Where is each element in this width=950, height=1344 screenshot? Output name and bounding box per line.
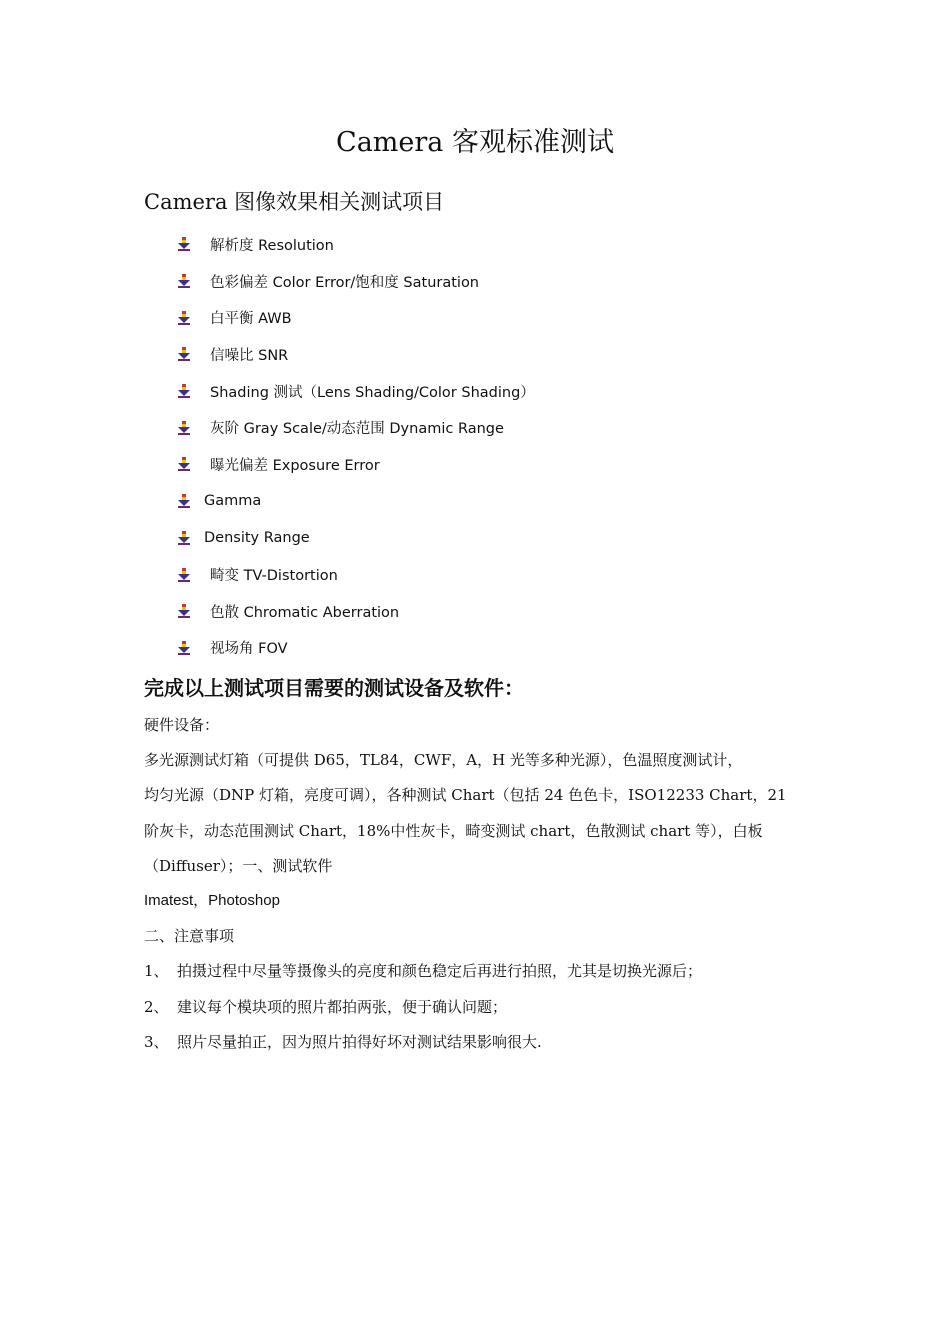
list-item: 畸变 TV-Distortion [176, 556, 535, 593]
note-item [144, 1029, 824, 1064]
note-text: 建议每个模块项的照片都拍两张，便于确认问题； [177, 997, 508, 1016]
section2-heading: 完成以上测试项目需要的测试设备及软件： [144, 676, 524, 700]
list-item: Shading 测试（Lens Shading/Color Shading） [176, 373, 535, 410]
test-item-list [176, 226, 535, 666]
bullet-arrow-icon [176, 310, 194, 326]
note-number: 3、 [144, 1032, 169, 1051]
note-number: 1、 [144, 962, 169, 981]
list-item: 色散 Chromatic Aberration [176, 593, 535, 630]
hardware-label: 硬件设备： [144, 716, 220, 734]
document-title: Camera 客观标准测试 [336, 127, 614, 158]
hardware-line: 阶灰卡，动态范围测试 Chart，18%中性灰卡，畸变测试 chart，色散测试 chart 等），白板 [144, 821, 763, 840]
list-item: Gamma [176, 483, 535, 520]
list-item: 曝光偏差 Exposure Error [176, 446, 535, 483]
note-item [144, 958, 824, 993]
note-item [144, 994, 824, 1029]
hardware-line: 多光源测试灯箱（可提供 D65，TL84，CWF，A，H 光等多种光源），色温照度测试计， [144, 751, 743, 770]
list-item: 灰阶 Gray Scale/动态范围 Dynamic Range [176, 409, 535, 446]
bullet-arrow-icon [176, 383, 194, 399]
bullet-arrow-icon [176, 530, 194, 546]
hardware-line: （Diffuser）；一、测试软件 [144, 856, 333, 875]
notes-heading: 二、注意事项 [144, 927, 235, 946]
note-text: 拍摄过程中尽量等摄像头的亮度和颜色稳定后再进行拍照，尤其是切换光源后； [177, 962, 703, 981]
software-list: Imatest，Photoshop [144, 891, 280, 909]
bullet-arrow-icon [176, 640, 194, 656]
hardware-line: 均匀光源（DNP 灯箱，亮度可调），各种测试 Chart（包括 24 色色卡，ISO12233 Chart，21 [144, 786, 787, 805]
list-item: 视场角 FOV [176, 630, 535, 667]
note-number: 2、 [144, 997, 169, 1016]
list-item: 色彩偏差 Color Error/饱和度 Saturation [176, 263, 535, 300]
bullet-arrow-icon [176, 236, 194, 252]
note-text: 照片尽量拍正，因为照片拍得好坏对测试结果影响很大. [177, 1032, 542, 1051]
bullet-arrow-icon [176, 273, 194, 289]
section2-body [144, 712, 824, 1064]
bullet-arrow-icon [176, 493, 194, 509]
list-item: 信噪比 SNR [176, 336, 535, 373]
section1-heading: Camera 图像效果相关测试项目 [144, 190, 445, 214]
bullet-arrow-icon [176, 346, 194, 362]
bullet-arrow-icon [176, 567, 194, 583]
list-item: 解析度 Resolution [176, 226, 535, 263]
bullet-arrow-icon [176, 420, 194, 436]
bullet-arrow-icon [176, 603, 194, 619]
bullet-arrow-icon [176, 456, 194, 472]
list-item: 白平衡 AWB [176, 299, 535, 336]
list-item: Density Range [176, 520, 535, 557]
